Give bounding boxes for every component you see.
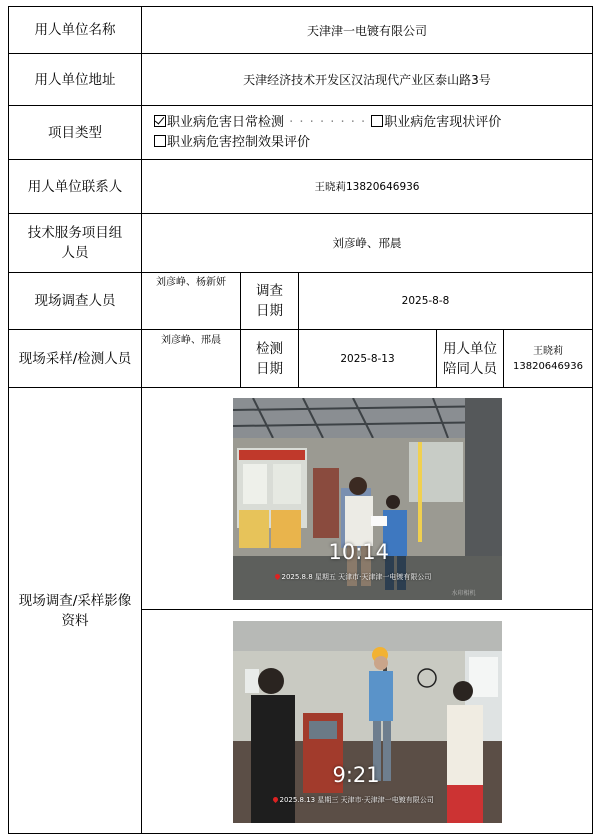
sampling-staff-label: 现场采样/检测人员 bbox=[9, 330, 142, 388]
sampling-staff-value: 刘彦峥、邢晨 bbox=[142, 330, 241, 388]
survey-date-label: 调查日期 bbox=[241, 273, 299, 330]
escort-label: 用人单位陪同人员 bbox=[437, 330, 504, 388]
checkbox-checked-icon bbox=[154, 115, 166, 127]
photo-watermark: 水印相机 bbox=[451, 589, 476, 597]
escort-value bbox=[504, 330, 593, 388]
site-survey-photo bbox=[233, 398, 502, 600]
location-pin-icon bbox=[273, 572, 280, 579]
contact-value: 王晓莉13820646936 bbox=[142, 160, 593, 214]
address-value: 天津经济技术开发区汉沽现代产业区泰山路3号 bbox=[142, 54, 593, 106]
photo-time: 10:14 bbox=[328, 539, 390, 564]
record-sheet bbox=[8, 6, 592, 834]
daily-check-label: 职业病危害日常检测 bbox=[167, 114, 285, 130]
workshop-scene-2 bbox=[233, 621, 502, 823]
escort-name: 王晓莉 bbox=[533, 345, 563, 357]
contact-label: 用人单位联系人 bbox=[9, 160, 142, 214]
control-eval-label: 职业病危害控制效果评价 bbox=[167, 134, 311, 150]
address-label: 用人单位地址 bbox=[9, 54, 142, 106]
daily-check-checkbox[interactable] bbox=[154, 115, 284, 130]
checkbox-empty-icon bbox=[154, 135, 166, 147]
survey-date-value: 2025-8-8 bbox=[299, 273, 593, 330]
survey-staff-value: 刘彦峥、杨新妍 bbox=[142, 273, 241, 330]
project-type-label: 项目类型 bbox=[9, 106, 142, 160]
images-label: 现场调查/采样影像资料 bbox=[9, 388, 142, 834]
team-label: 技术服务项目组人员 bbox=[9, 214, 142, 273]
photo-caption: 2025.8.8 星期五 天津市·天津津一电镀有限公司 bbox=[273, 572, 432, 582]
site-record-table bbox=[8, 6, 593, 834]
leader-dots: · · · · · · · · bbox=[284, 114, 372, 130]
unit-name-label: 用人单位名称 bbox=[9, 7, 142, 54]
workshop-scene-1 bbox=[233, 398, 502, 600]
project-type-options bbox=[142, 106, 593, 160]
test-date-value: 2025-8-13 bbox=[299, 330, 437, 388]
test-date-label: 检测日期 bbox=[241, 330, 299, 388]
checkbox-empty-icon bbox=[371, 115, 383, 127]
photo-time: 9:21 bbox=[332, 762, 380, 787]
survey-staff-label: 现场调查人员 bbox=[9, 273, 142, 330]
unit-name-value: 天津津一电镀有限公司 bbox=[142, 7, 593, 54]
team-value: 刘彦峥、邢晨 bbox=[142, 214, 593, 273]
control-eval-checkbox[interactable] bbox=[154, 135, 310, 150]
photo-cell-2 bbox=[142, 610, 593, 834]
location-pin-icon bbox=[271, 795, 278, 802]
status-eval-checkbox[interactable] bbox=[371, 115, 501, 130]
status-eval-label: 职业病危害现状评价 bbox=[384, 114, 502, 130]
photo-caption: 2025.8.13 星期三 天津市·天津津一电镀有限公司 bbox=[271, 795, 434, 805]
site-sampling-photo bbox=[233, 621, 502, 823]
escort-phone: 13820646936 bbox=[513, 360, 583, 372]
photo-cell-1 bbox=[142, 388, 593, 610]
